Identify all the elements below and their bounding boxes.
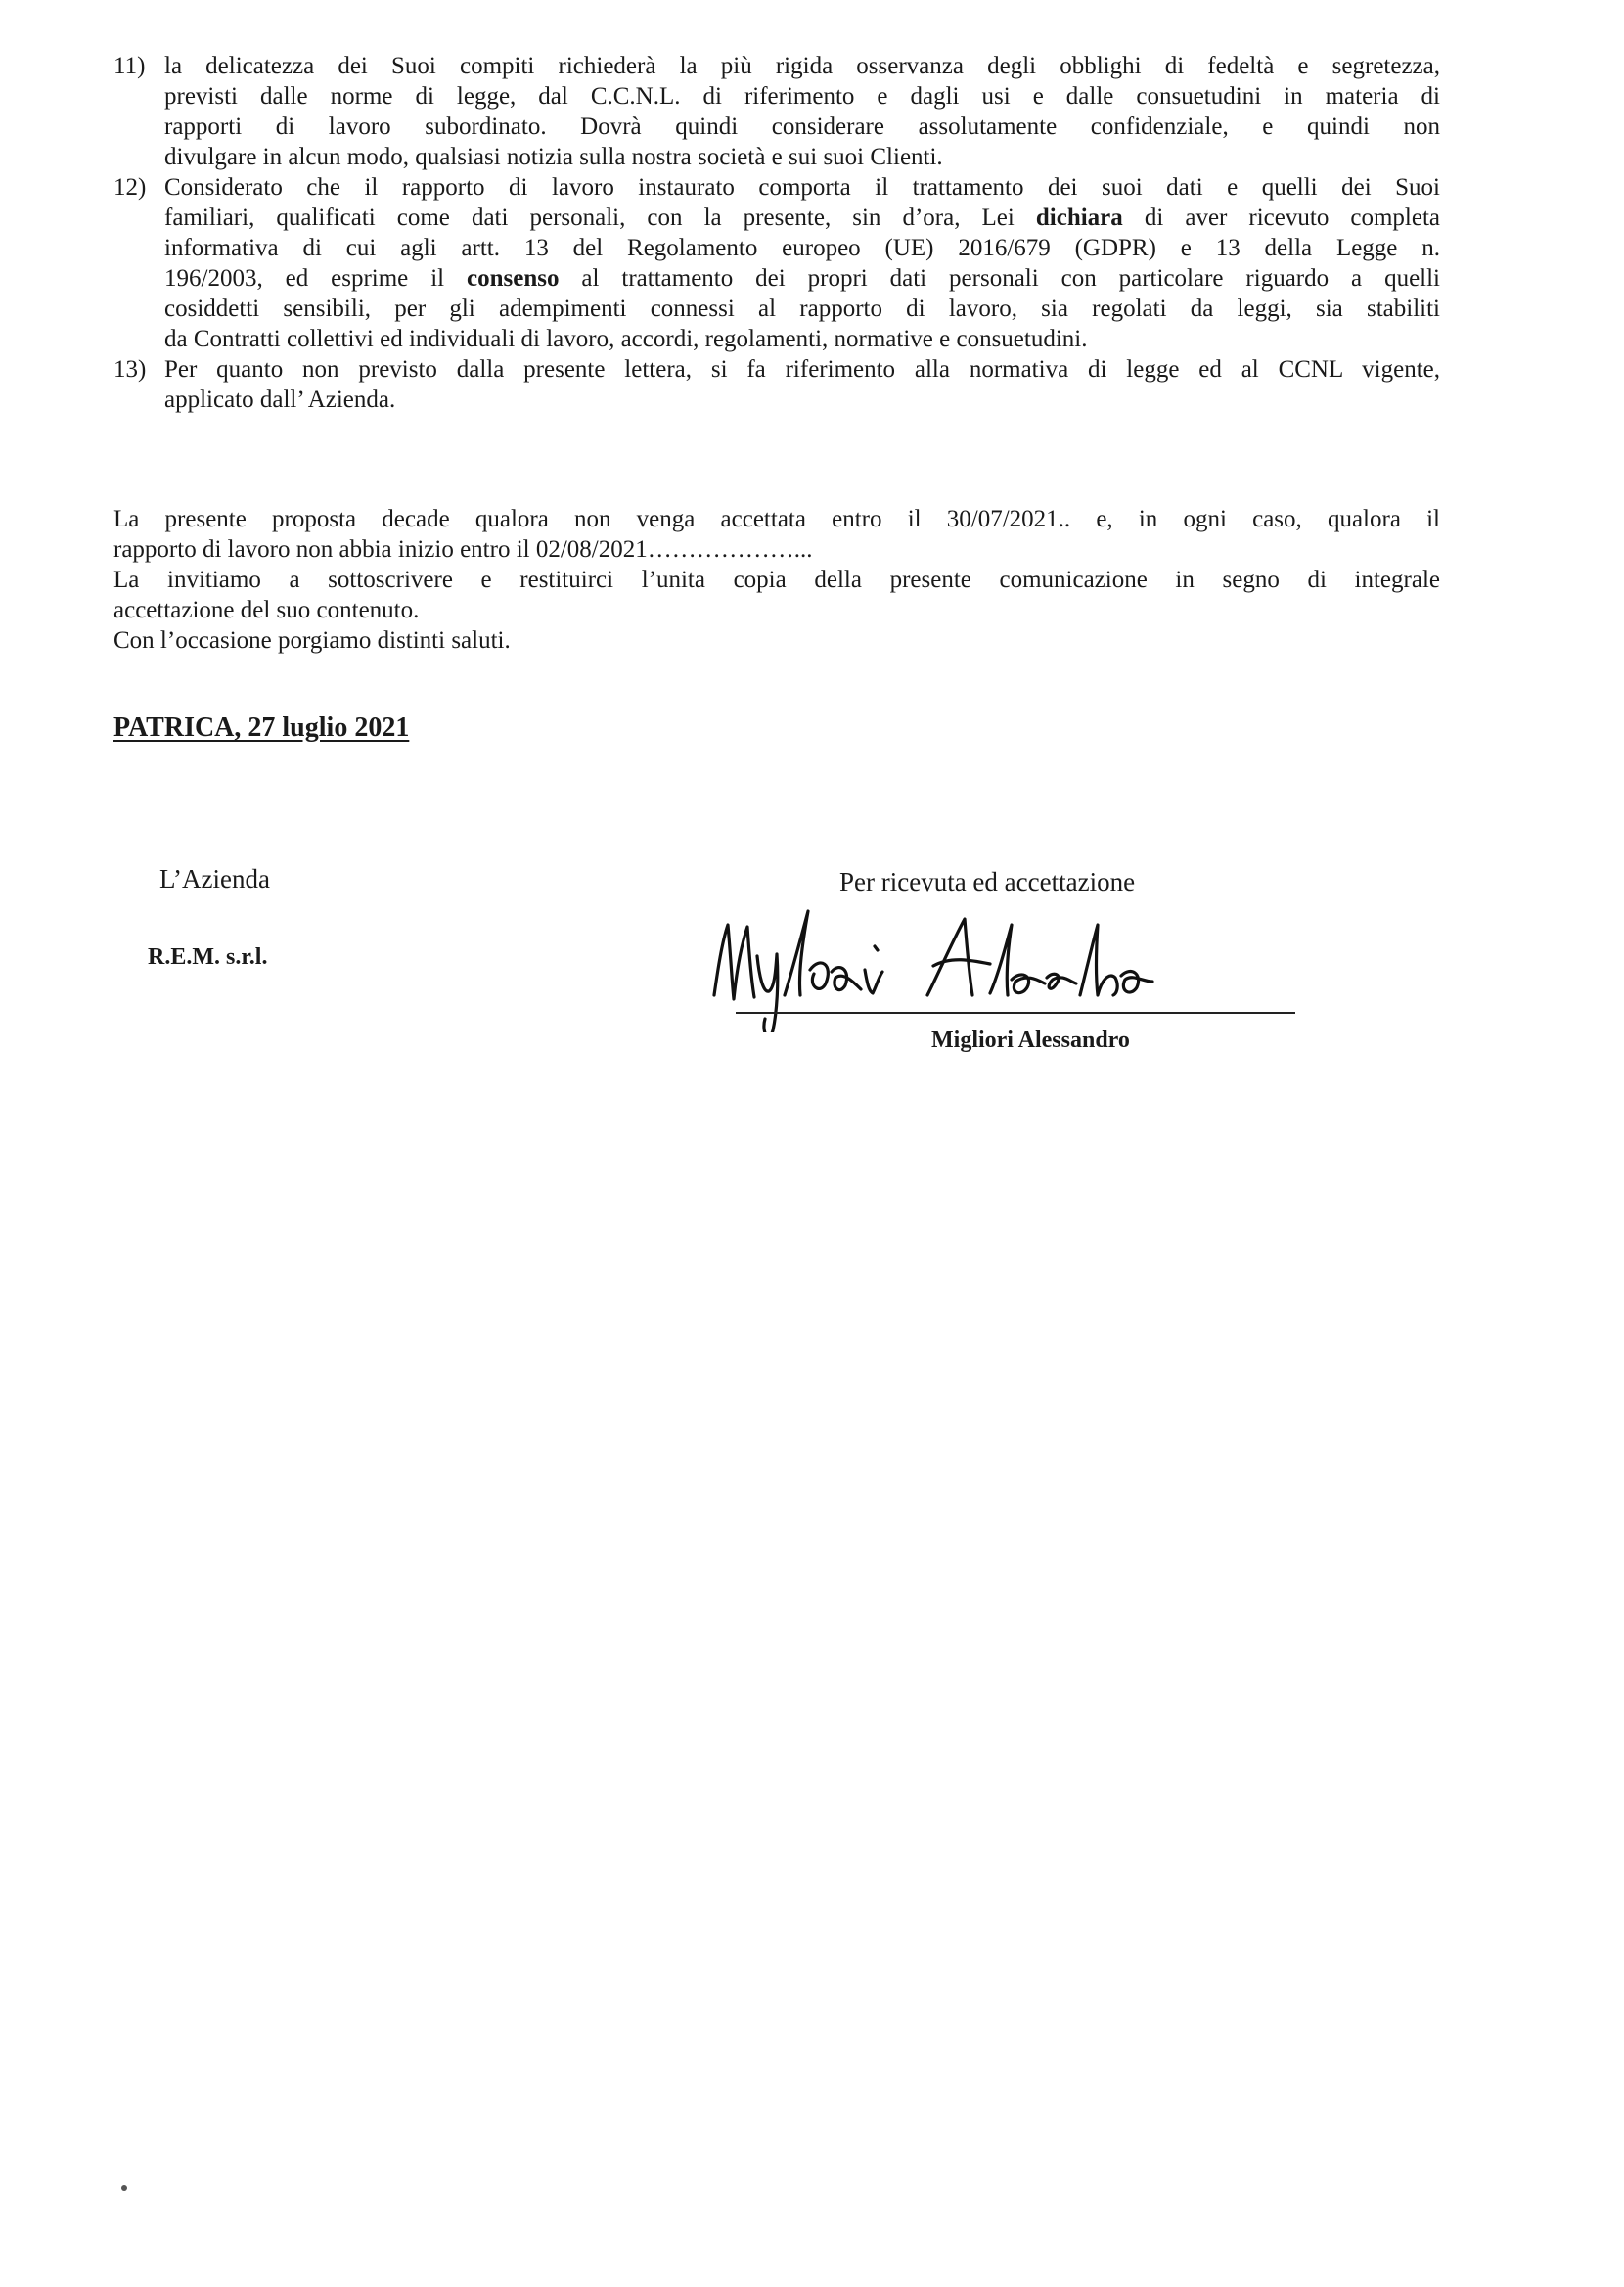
closing-line: La presente proposta decade qualora non venga accettata entro il 30/07/2021.. e, in ogni caso, qualora il [113,506,1440,532]
closing-line: Con l’occasione porgiamo distinti saluti. [113,627,511,654]
signature-line [736,1012,1295,1014]
clause-line: 196/2003, ed esprime il consenso al trattamento dei propri dati personali con particolare riguardo a quelli [164,265,1441,292]
clause-line: previsti dalle norme di legge, dal C.C.N.L. di riferimento e dagli usi e dalle consuetudini in materia di [164,83,1440,110]
bold-keyword: dichiara [1035,205,1123,231]
clause-line: divulgare in alcun modo, qualsiasi notizia sulla nostra società e sui suoi Clienti. [164,144,943,170]
clause-line: informativa di cui agli artt. 13 del Regolamento europeo (UE) 2016/679 (GDPR) e 13 della Legge n. [164,235,1440,261]
clause-line: da Contratti collettivi ed individuali di lavoro, accordi, regolamenti, normative e consuetudini. [164,326,1088,352]
clause-line: applicato dall’ Azienda. [164,387,396,413]
clause-text [164,354,1440,415]
scan-artifact [121,2185,127,2191]
clause-line: Considerato che il rapporto di lavoro instaurato comporta il trattamento dei suoi dati e quelli dei Suoi [164,174,1440,201]
bold-keyword: consenso [467,265,560,292]
closing-line: La invitiamo a sottoscrivere e restituirci l’unita copia della presente comunicazione in segno di integrale [113,567,1440,593]
acceptance-label: Per ricevuta ed accettazione [839,867,1136,896]
clause-text [164,172,1440,354]
clause-number: 11) [113,53,146,79]
clause-line: la delicatezza dei Suoi compiti richiederà la più rigida osservanza degli obblighi di fedeltà e segretezza, [164,53,1440,79]
company-label: L’Azienda [159,864,270,893]
clause-line: Per quanto non previsto dalla presente lettera, si fa riferimento alla normativa di legge ed al CCNL vigente, [164,356,1440,383]
clause-text [164,51,1440,172]
company-name: R.E.M. s.r.l. [148,944,268,970]
clause-line: rapporti di lavoro subordinato. Dovrà quindi considerare assolutamente confidenziale, e quindi non [164,114,1440,140]
clause-line: familiari, qualificati come dati personali, con la presente, sin d’ora, Lei dichiara di aver ricevuto completa [164,205,1440,231]
closing-line: accettazione del suo contenuto. [113,597,420,623]
closing-paragraph [113,504,1440,656]
place-date: PATRICA, 27 luglio 2021 [113,712,410,743]
clause-list [113,51,1440,415]
clause-12 [113,172,1440,354]
clause-number: 12) [113,174,147,201]
clause-line: cosiddetti sensibili, per gli adempimenti connessi al rapporto di lavoro, sia regolati da leggi, sia stabiliti [164,296,1440,322]
closing-line: rapporto di lavoro non abbia inizio entro il 02/08/2021………………... [113,536,813,563]
signer-name: Migliori Alessandro [931,1028,1130,1053]
clause-13 [113,354,1440,415]
clause-number: 13) [113,356,147,383]
clause-11 [113,51,1440,172]
handwritten-signature [700,886,1209,1032]
